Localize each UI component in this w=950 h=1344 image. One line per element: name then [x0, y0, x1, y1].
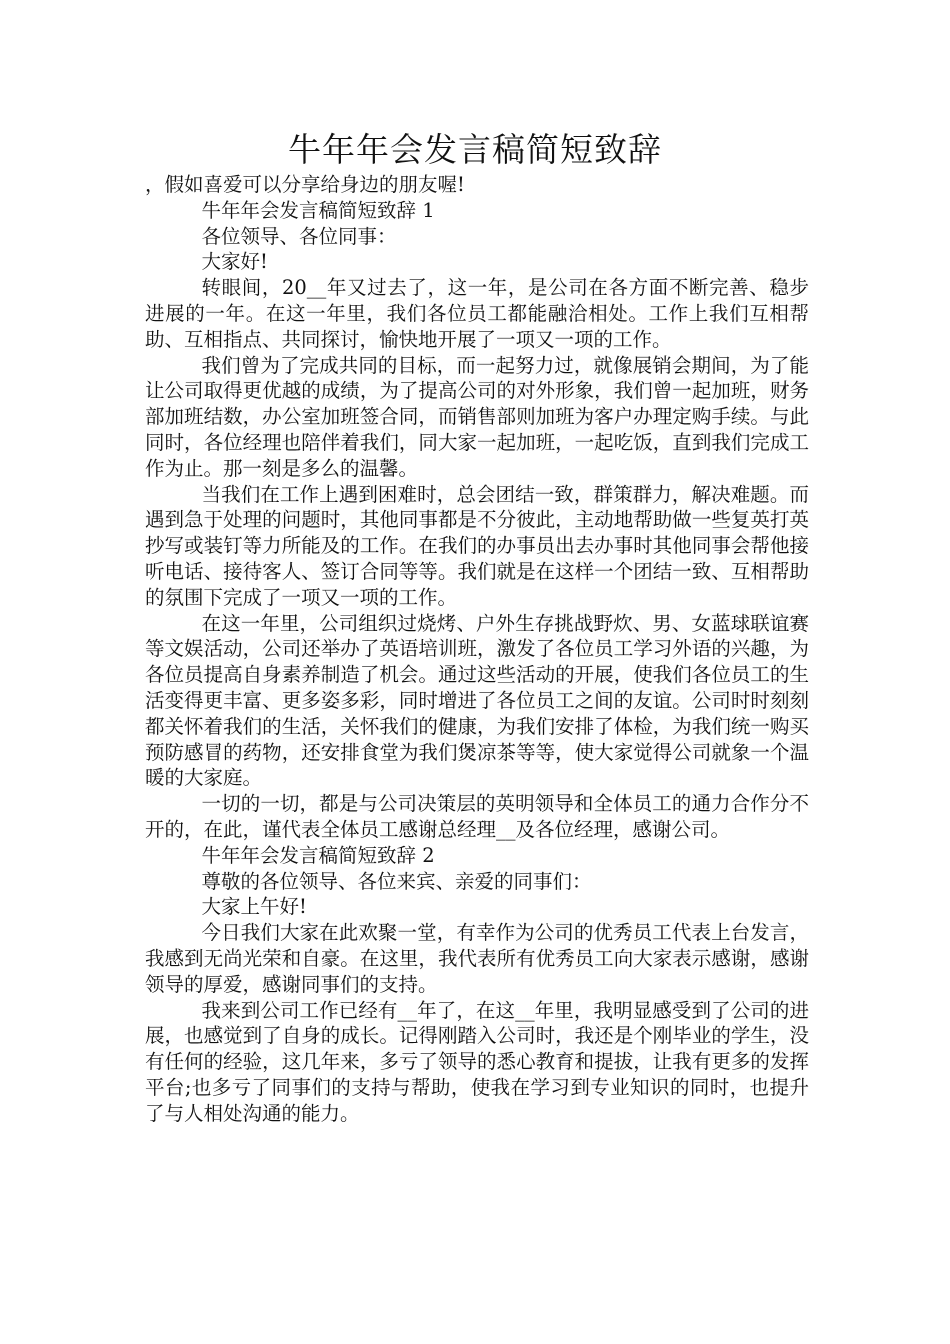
- paragraph: 今日我们大家在此欢聚一堂，有幸作为公司的优秀员工代表上台发言，我感到无尚光荣和自豪。在这里，我代表所有优秀员工向大家表示感谢，感谢领导的厚爱，感谢同事们的支持。: [145, 921, 809, 996]
- paragraph: 在这一年里，公司组织过烧烤、户外生存挑战野炊、男、女蓝球联谊赛等文娱活动，公司还举办了英语培训班，激发了各位员工学习外语的兴趣，为各位员提高自身素养制造了机会。通过这些活动的开展，使我们各位员工的生活变得更丰富、更多姿多彩，同时增进了各位员工之间的友谊。公司时时刻刻都关怀着我们的生活，关怀我们的健康，为我们安排了体检，为我们统一购买预防感冒的药物，还安排食堂为我们煲凉茶等等，使大家觉得公司就象一个温暖的大家庭。: [145, 611, 809, 790]
- document-title: 牛年年会发言稿简短致辞: [288, 130, 662, 169]
- salutation: 各位领导、各位同事：: [201, 224, 397, 248]
- paragraph: 当我们在工作上遇到困难时，总会团结一致，群策群力，解决难题。而遇到急于处理的问题时，其他同事都是不分彼此，主动地帮助做一些复英打英抄写或装钉等力所能及的工作。在我们的办事员出去办事时其他同事会帮他接听电话、接待客人、签订合同等等。我们就是在这样一个团结一致、互相帮助的氛围下完成了一项又一项的工作。: [145, 482, 809, 609]
- paragraph: 我来到公司工作已经有__年了，在这__年里，我明显感受到了公司的进展，也感觉到了自身的成长。记得刚踏入公司时，我还是个刚毕业的学生，没有任何的经验，这几年来，多亏了领导的悉心教育和提拔，让我有更多的发挥平台;也多亏了同事们的支持与帮助，使我在学习到专业知识的同时，也提升了与人相处沟通的能力。: [145, 998, 809, 1125]
- document-body: [145, 172, 809, 1126]
- greeting: 大家上午好!: [201, 895, 307, 919]
- paragraph: 我们曾为了完成共同的目标，而一起努力过，就像展销会期间，为了能让公司取得更优越的成绩，为了提高公司的对外形象，我们曾一起加班，财务部加班结数，办公室加班签合同，而销售部则加班为客户办理定购手续。与此同时，各位经理也陪伴着我们，同大家一起加班，一起吃饭，直到我们完成工作为止。那一刻是多么的温馨。: [145, 353, 809, 480]
- paragraph: ，假如喜爱可以分享给身边的朋友喔!: [145, 173, 465, 196]
- paragraph: 转眼间，20__年又过去了，这一年，是公司在各方面不断完善、稳步进展的一年。在这一年里，我们各位员工都能融洽相处。工作上我们互相帮助、互相指点、共同探讨，愉快地开展了一项又一项的工作。: [145, 276, 809, 351]
- salutation: 尊敬的各位领导、各位来宾、亲爱的同事们：: [201, 869, 592, 893]
- greeting: 大家好!: [201, 250, 268, 274]
- section-heading: 牛年年会发言稿简短致辞 2: [201, 843, 435, 867]
- paragraph: 一切的一切，都是与公司决策层的英明领导和全体员工的通力合作分不开的，在此，谨代表全体员工感谢总经理__及各位经理，感谢公司。: [145, 792, 809, 841]
- section-heading: 牛年年会发言稿简短致辞 1: [201, 198, 435, 222]
